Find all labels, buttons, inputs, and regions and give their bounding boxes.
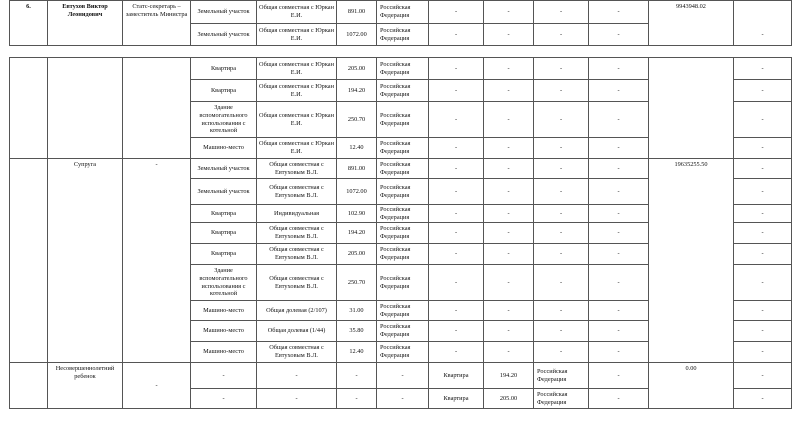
object-type: Земельный участок [191, 179, 257, 205]
vehicle: - [589, 321, 649, 342]
country: Российская Федерация [377, 342, 429, 363]
country: Российская Федерация [377, 301, 429, 321]
country: Российская Федерация [377, 179, 429, 205]
area: 1072.00 [337, 179, 377, 205]
row-number [10, 363, 48, 409]
ownership-type: Общая долевая (1/44) [257, 321, 337, 342]
ownership-type: Общая совместная с Юркан Е.И. [257, 138, 337, 159]
vehicle: - [589, 205, 649, 223]
object-type: Машино-место [191, 301, 257, 321]
ownership-type: Общая совместная с Евтуховым В.Л. [257, 342, 337, 363]
ownership-type: Общая совместная с Юркан Е.И. [257, 102, 337, 138]
area: 31.00 [337, 301, 377, 321]
country: Российская Федерация [377, 223, 429, 244]
vehicle: - [589, 244, 649, 265]
area: 194.20 [337, 80, 377, 102]
ownership-type: Общая совместная с Юркан Е.И. [257, 1, 337, 24]
income-source: - [734, 159, 792, 179]
country: Российская Федерация [377, 1, 429, 24]
income-source: - [734, 1, 792, 46]
use-country: - [534, 342, 589, 363]
ownership-type: Общая совместная с Евтуховым В.Л. [257, 159, 337, 179]
vehicle: - [589, 58, 649, 80]
country: Российская Федерация [377, 102, 429, 138]
vehicle: - [589, 179, 649, 205]
area: 891.00 [337, 1, 377, 24]
area: 205.00 [337, 244, 377, 265]
ownership-type: - [257, 363, 337, 389]
use-area: - [484, 1, 534, 24]
row-number [10, 58, 48, 159]
country: Российская Федерация [377, 58, 429, 80]
income-source: - [734, 321, 792, 342]
object-type: Земельный участок [191, 1, 257, 24]
income-source: - [734, 138, 792, 159]
use-country: - [534, 265, 589, 301]
vehicle: - [589, 265, 649, 301]
use-object-type: - [429, 159, 484, 179]
declared-income: 0.00 [649, 363, 734, 409]
use-area: - [484, 80, 534, 102]
use-country: - [534, 244, 589, 265]
use-area: - [484, 179, 534, 205]
country: Российская Федерация [377, 244, 429, 265]
ownership-type: Общая совместная с Евтуховым В.Л. [257, 179, 337, 205]
vehicle: - [589, 342, 649, 363]
use-area: - [484, 244, 534, 265]
person-table-continued [9, 57, 792, 409]
use-area: - [484, 102, 534, 138]
country: - [377, 389, 429, 409]
object-type: - [191, 389, 257, 409]
use-area: - [484, 58, 534, 80]
person-name: Евтухов Виктор Леонидович [48, 1, 123, 46]
use-country: - [534, 1, 589, 24]
area: 205.00 [337, 58, 377, 80]
relative-label: Несовершеннолетний ребенок [48, 363, 123, 409]
object-type: Квартира [191, 223, 257, 244]
use-country: - [534, 301, 589, 321]
person-position [123, 58, 191, 159]
area: - [337, 389, 377, 409]
object-type: Квартира [191, 58, 257, 80]
use-object-type: - [429, 1, 484, 24]
object-type: Машино-место [191, 342, 257, 363]
income-source: - [734, 301, 792, 321]
person-name [48, 58, 123, 159]
area: 102.90 [337, 205, 377, 223]
income-source: - [734, 80, 792, 102]
object-type: - [191, 363, 257, 389]
ownership-type: Общая совместная с Евтуховым В.Л. [257, 244, 337, 265]
income-source: - [734, 244, 792, 265]
object-type: Квартира [191, 244, 257, 265]
ownership-type: - [257, 389, 337, 409]
vehicle: - [589, 389, 649, 409]
use-country: - [534, 321, 589, 342]
declared-income [649, 58, 734, 159]
area: 35.80 [337, 321, 377, 342]
use-country: - [534, 24, 589, 46]
area: 12.40 [337, 138, 377, 159]
area: 250.70 [337, 102, 377, 138]
area: - [337, 363, 377, 389]
use-object-type: - [429, 179, 484, 205]
use-country: - [534, 138, 589, 159]
income-source: - [734, 58, 792, 80]
use-country: - [534, 159, 589, 179]
use-object-type: - [429, 244, 484, 265]
object-type: Здание вспомогательного использования с котельной [191, 265, 257, 301]
vehicle: - [589, 102, 649, 138]
relative-position: - [123, 363, 191, 409]
person-position: Статс-секретарь – заместитель Министра [123, 1, 191, 46]
ownership-type: Общая совместная с Юркан Е.И. [257, 80, 337, 102]
income-source: - [734, 223, 792, 244]
use-area: - [484, 159, 534, 179]
country: Российская Федерация [377, 138, 429, 159]
table-row [10, 1, 792, 24]
country: Российская Федерация [377, 205, 429, 223]
vehicle: - [589, 301, 649, 321]
object-type: Машино-место [191, 138, 257, 159]
ownership-type: Общая совместная с Евтуховым В.Л. [257, 265, 337, 301]
use-country: Российская Федерация [534, 389, 589, 409]
row-number [10, 159, 48, 363]
use-country: - [534, 179, 589, 205]
use-area: - [484, 321, 534, 342]
use-object-type: - [429, 80, 484, 102]
income-source: - [734, 205, 792, 223]
object-type: Здание вспомогательного использования с котельной [191, 102, 257, 138]
row-number: 6. [10, 1, 48, 46]
use-country: - [534, 102, 589, 138]
use-object-type: - [429, 138, 484, 159]
person-table-top [9, 0, 792, 46]
use-object-type: Квартира [429, 363, 484, 389]
vehicle: - [589, 138, 649, 159]
use-object-type: - [429, 342, 484, 363]
ownership-type: Индивидуальная [257, 205, 337, 223]
use-area: 205.00 [484, 389, 534, 409]
declared-income: 19635255.50 [649, 159, 734, 363]
relative-position: - [123, 159, 191, 363]
use-area: - [484, 205, 534, 223]
use-area: - [484, 24, 534, 46]
vehicle: - [589, 24, 649, 46]
table-row [10, 159, 792, 179]
vehicle: - [589, 363, 649, 389]
area: 250.70 [337, 265, 377, 301]
income-source: - [734, 363, 792, 389]
use-country: Российская Федерация [534, 363, 589, 389]
area: 1072.00 [337, 24, 377, 46]
object-type: Квартира [191, 205, 257, 223]
use-country: - [534, 205, 589, 223]
use-area: - [484, 223, 534, 244]
area: 12.40 [337, 342, 377, 363]
use-area: - [484, 138, 534, 159]
relative-label: Супруга [48, 159, 123, 363]
country: Российская Федерация [377, 80, 429, 102]
declared-income: 9943948.02 [649, 1, 734, 46]
use-object-type: - [429, 58, 484, 80]
vehicle: - [589, 1, 649, 24]
use-object-type: - [429, 301, 484, 321]
vehicle: - [589, 159, 649, 179]
use-object-type: - [429, 102, 484, 138]
country: Российская Федерация [377, 321, 429, 342]
use-object-type: - [429, 24, 484, 46]
vehicle: - [589, 223, 649, 244]
object-type: Земельный участок [191, 24, 257, 46]
income-source: - [734, 102, 792, 138]
use-object-type: - [429, 223, 484, 244]
country: Российская Федерация [377, 24, 429, 46]
country: - [377, 363, 429, 389]
income-source: - [734, 265, 792, 301]
use-object-type: Квартира [429, 389, 484, 409]
area: 194.20 [337, 223, 377, 244]
use-area: - [484, 301, 534, 321]
table-row [10, 58, 792, 80]
use-area: - [484, 342, 534, 363]
ownership-type: Общая совместная с Юркан Е.И. [257, 58, 337, 80]
income-source: - [734, 179, 792, 205]
use-area: - [484, 265, 534, 301]
table-row [10, 363, 792, 389]
country: Российская Федерация [377, 159, 429, 179]
use-object-type: - [429, 205, 484, 223]
ownership-type: Общая долевая (2/107) [257, 301, 337, 321]
country: Российская Федерация [377, 265, 429, 301]
area: 891.00 [337, 159, 377, 179]
use-object-type: - [429, 321, 484, 342]
vehicle: - [589, 80, 649, 102]
use-country: - [534, 58, 589, 80]
income-source: - [734, 389, 792, 409]
use-country: - [534, 80, 589, 102]
use-country: - [534, 223, 589, 244]
income-source: - [734, 342, 792, 363]
ownership-type: Общая совместная с Юркан Е.И. [257, 24, 337, 46]
object-type: Земельный участок [191, 159, 257, 179]
object-type: Машино-место [191, 321, 257, 342]
use-area: 194.20 [484, 363, 534, 389]
object-type: Квартира [191, 80, 257, 102]
use-object-type: - [429, 265, 484, 301]
ownership-type: Общая совместная с Евтуховым В.Л. [257, 223, 337, 244]
